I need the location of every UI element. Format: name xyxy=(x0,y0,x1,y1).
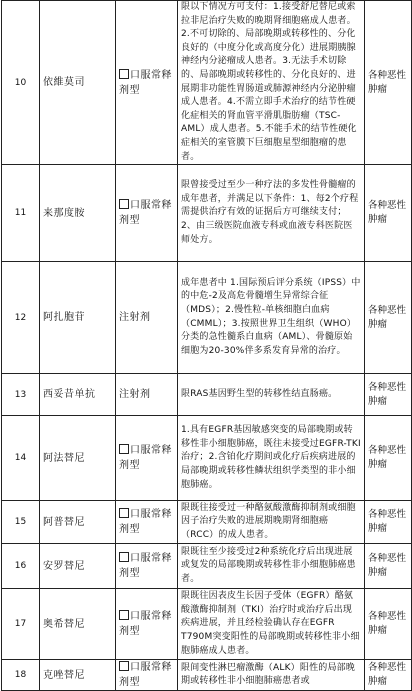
indication: 各种恶性肿瘤 xyxy=(365,374,412,416)
row-number: 13 xyxy=(2,374,40,416)
row-number: 10 xyxy=(2,1,40,165)
drug-name: 依維莫司 xyxy=(40,1,116,165)
row-number: 16 xyxy=(2,544,40,589)
payment-scope: 1.具有EGFR基因敏感突变的局部晚期或转移性非小细胞肺癌，既往未接受过EGFR-TKI治疗；2.含铂化疗期间或化疗后疾病进展的局部晚期或转移性鳞状组织学类型的非小细胞肺癌。 xyxy=(178,416,365,501)
dosage-form-label: 口服常释剂型 xyxy=(119,445,172,472)
indication: 各种恶性肿瘤 xyxy=(365,1,412,165)
drug-name: 安罗替尼 xyxy=(40,544,116,589)
drug-name: 西妥昔单抗 xyxy=(40,374,116,416)
checkbox-icon xyxy=(119,661,129,671)
checkbox-icon xyxy=(119,69,129,79)
checkbox-icon xyxy=(119,552,129,562)
drug-name: 克唑替尼 xyxy=(40,660,116,691)
payment-scope: 成年患者中 1.国际预后评分系统（IPSS）中的中危-2及高危骨髓增生异常综合征（MDS）；2.慢性粒-单核细胞白血病（CMML）；3.按照世界卫生组织（WHO）分类的急性髓系白血病（AML）、骨髓原始细胞为20-30%伴多系发育异常的治疗。 xyxy=(178,262,365,374)
table-row xyxy=(2,262,412,374)
dosage-form-label: 口服常释剂型 xyxy=(119,69,172,96)
drug-name: 阿普替尼 xyxy=(40,501,116,544)
dosage-form xyxy=(116,501,178,544)
dosage-form: 注射剂 xyxy=(116,262,178,374)
row-number: 18 xyxy=(2,660,40,691)
payment-scope: 限既往因表皮生长因子受体（EGFR）酪氨酸激酶抑制剂（TKI）治疗时或治疗后出现疾病进展，并且经检验确认存在EGFR T790M突变阳性的局部晚期或转移性非小细胞肺癌成人患者。 xyxy=(178,589,365,660)
row-number: 14 xyxy=(2,416,40,501)
payment-scope: 限以下情况方可支付：1.接受舒尼替尼或索拉非尼治疗失败的晚期肾细胞癌成人患者。2.不可切除的、局部晚期或转移性的、分化良好的（中度分化或高度分化）进展期胰腺神经内分泌瘤成人患者。3.无法手术切除的、局部晚期或转移性的、分化良好的、进展期非功能性胃肠道或肺源神经内分泌肿瘤成人患者。4.不需立即手术治疗的结节性硬化症相关的肾血管平滑肌脂肪瘤（TSC-AML）成人患者。5.不能手术的结节性硬化症相关的室管膜下巨细胞星型细胞瘤的患者。 xyxy=(178,1,365,165)
dosage-form-label: 口服常释剂型 xyxy=(119,611,172,638)
table-row xyxy=(2,165,412,262)
indication: 各种恶性肿瘤 xyxy=(365,165,412,262)
indication: 各种恶性肿瘤 xyxy=(365,544,412,589)
table-row xyxy=(2,589,412,660)
checkbox-icon xyxy=(119,199,129,209)
row-number: 11 xyxy=(2,165,40,262)
dosage-form xyxy=(116,165,178,262)
drug-name: 阿法替尼 xyxy=(40,416,116,501)
indication: 各种恶性肿瘤 xyxy=(365,589,412,660)
dosage-form xyxy=(116,589,178,660)
dosage-form-label: 口服常释剂型 xyxy=(119,662,172,689)
dosage-form xyxy=(116,544,178,589)
table-row xyxy=(2,544,412,589)
dosage-form xyxy=(116,660,178,691)
dosage-form xyxy=(116,1,178,165)
drug-name: 阿扎胞苷 xyxy=(40,262,116,374)
indication: 各种恶性肿瘤 xyxy=(365,262,412,374)
drug-name: 来那度胺 xyxy=(40,165,116,262)
indication: 各种恶性肿瘤 xyxy=(365,501,412,544)
dosage-form-label: 口服常释剂型 xyxy=(119,553,172,580)
dosage-form: 注射剂 xyxy=(116,374,178,416)
checkbox-icon xyxy=(119,610,129,620)
drug-name: 奥希替尼 xyxy=(40,589,116,660)
checkbox-icon xyxy=(119,444,129,454)
checkbox-icon xyxy=(119,508,129,518)
row-number: 15 xyxy=(2,501,40,544)
table-row xyxy=(2,660,412,691)
table-row xyxy=(2,1,412,165)
dosage-form-label: 口服常释剂型 xyxy=(119,509,172,536)
payment-scope: 限曾接受过至少一种疗法的多发性骨髓瘤的成年患者，并满足以下条件：1、每2个疗程需提供治疗有效的证据后方可继续支付；2、由三级医院血液专科或血液专科医院医师处方。 xyxy=(178,165,365,262)
table-row xyxy=(2,501,412,544)
drug-reimbursement-table xyxy=(1,0,412,691)
row-number: 17 xyxy=(2,589,40,660)
indication: 各种恶性肿瘤 xyxy=(365,416,412,501)
table-row xyxy=(2,374,412,416)
table-row xyxy=(2,416,412,501)
indication: 各种恶性肿瘤 xyxy=(365,660,412,691)
payment-scope: 限间变性淋巴瘤激酶（ALK）阳性的局部晚期或转移性非小细胞肺癌患者或 xyxy=(178,660,365,691)
dosage-form-label: 口服常释剂型 xyxy=(119,200,172,227)
row-number: 12 xyxy=(2,262,40,374)
payment-scope: 限既往接受过一种酪氨酸激酶抑制剂或细胞因子治疗失败的进展期晚期肾细胞癌（RCC）的成人患者。 xyxy=(178,501,365,544)
dosage-form xyxy=(116,416,178,501)
payment-scope: 限RAS基因野生型的转移性结直肠癌。 xyxy=(178,374,365,416)
payment-scope: 限既往至少接受过2种系统化疗后出现进展或复发的局部晚期或转移性非小细胞肺癌患者。 xyxy=(178,544,365,589)
